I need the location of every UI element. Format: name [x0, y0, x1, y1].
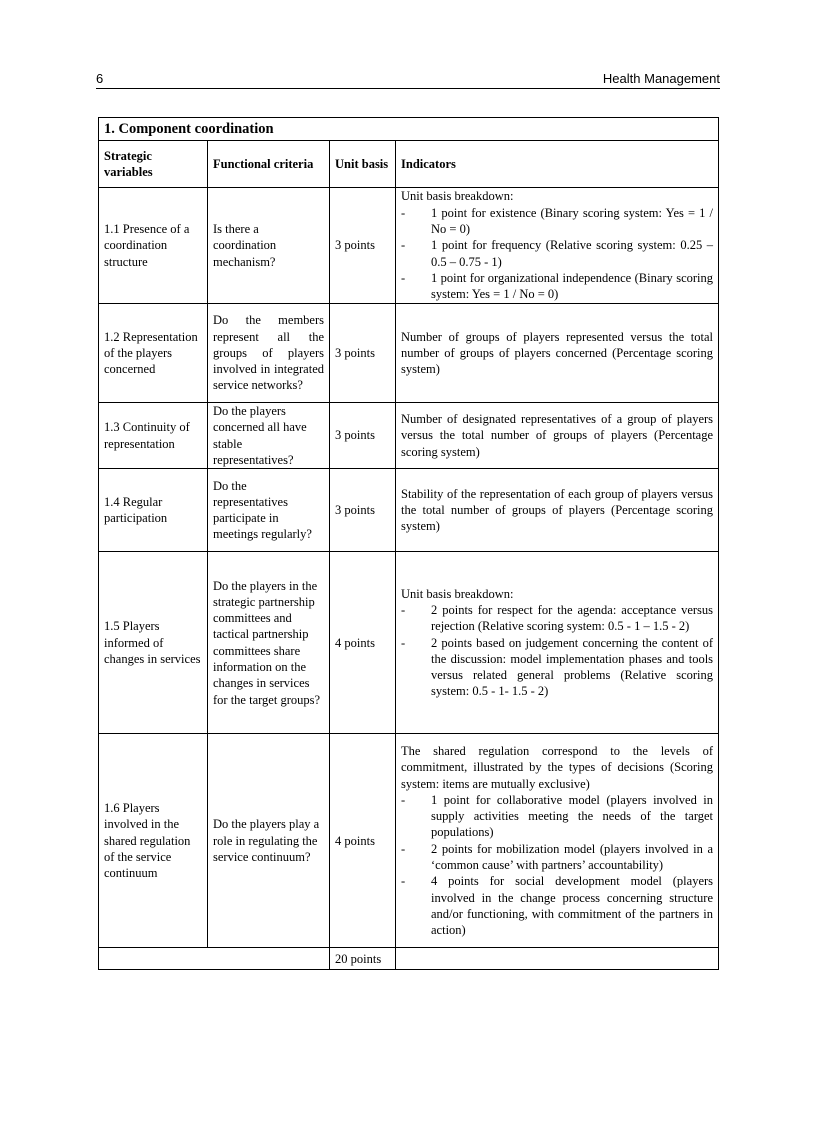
- page-number: 6: [96, 71, 104, 86]
- indicator-bullet: - 2 points for mobilization model (players involved in a ‘common cause’ with partners’ accountability): [401, 841, 714, 872]
- unit-cell: 3 points: [330, 469, 396, 552]
- criteria-cell: Do the players in the strategic partnership committees and tactical partnership committees share information on the changes in services for the target groups?: [208, 552, 330, 734]
- component-coordination-table: [98, 117, 719, 970]
- total-value: 20 points: [330, 948, 396, 970]
- table-row: [99, 304, 719, 403]
- variable-cell: 1.3 Continuity of representation: [99, 403, 208, 469]
- indicator-bullet: - 2 points for respect for the agenda: acceptance versus rejection (Relative scoring system: 0.5 - 1 – 1.5 - 2): [401, 602, 714, 634]
- table-row: [99, 403, 719, 469]
- variable-cell: 1.4 Regular participation: [99, 469, 208, 552]
- column-header: Indicators: [396, 141, 719, 188]
- indicator-bullet: - 1 point for organizational independence (Binary scoring system: Yes = 1 / No = 0): [401, 270, 714, 302]
- indicator-intro: The shared regulation correspond to the levels of commitment, illustrated by the types of decisions (Scoring system: items are mutually exclusive): [401, 743, 714, 791]
- running-title: Health Management: [602, 71, 720, 86]
- column-header: Unit basis: [330, 141, 396, 188]
- indicator-cell: Number of designated representatives of a group of players versus the total number of groups of players (Percentage scoring system): [396, 403, 719, 469]
- total-empty-cell: [396, 948, 719, 970]
- indicator-intro: Unit basis breakdown:: [401, 189, 514, 204]
- variable-cell: 1.1 Presence of a coordination structure: [99, 188, 208, 304]
- indicator-bullet: - 4 points for social development model (players involved in the change process concerning structure and/or functioning, with commitment of the partners in action): [401, 874, 714, 938]
- indicator-bullet: - 1 point for collaborative model (players involved in supply activities meeting the needs of the target populations): [401, 792, 714, 840]
- column-header: Functional criteria: [208, 141, 330, 188]
- table-row: [99, 469, 719, 552]
- column-header: Strategic variables: [99, 141, 208, 188]
- total-label-cell: [99, 948, 330, 970]
- unit-cell: 3 points: [330, 304, 396, 403]
- table-header-row: [99, 141, 719, 188]
- criteria-cell: Is there a coordination mechanism?: [208, 188, 330, 304]
- variable-cell: 1.6 Players involved in the shared regulation of the service continuum: [99, 734, 208, 948]
- indicator-intro: Unit basis breakdown:: [401, 586, 514, 601]
- unit-cell: 3 points: [330, 403, 396, 469]
- variable-cell: 1.2 Representation of the players concerned: [99, 304, 208, 403]
- variable-cell: 1.5 Players informed of changes in services: [99, 552, 208, 734]
- criteria-cell: Do the members represent all the groups of players involved in integrated service networks?: [208, 304, 330, 403]
- indicator-bullet: - 1 point for frequency (Relative scoring system: 0.25 – 0.5 – 0.75 - 1): [401, 238, 714, 269]
- criteria-cell: Do the players play a role in regulating the service continuum?: [208, 734, 330, 948]
- table-section-title: 1. Component coordination: [99, 118, 719, 141]
- table-row: [99, 734, 719, 948]
- page-header: [96, 70, 720, 89]
- total-row: [99, 948, 719, 970]
- criteria-cell: Do the representatives participate in meetings regularly?: [208, 469, 330, 552]
- indicator-bullet: - 1 point for existence (Binary scoring system: Yes = 1 / No = 0): [401, 205, 714, 237]
- unit-cell: 4 points: [330, 552, 396, 734]
- indicator-cell: Stability of the representation of each group of players versus the total number of groups of players (Percentage scoring system): [396, 469, 719, 552]
- table-row: [99, 552, 719, 734]
- criteria-cell: Do the players concerned all have stable representatives?: [208, 403, 330, 469]
- indicator-cell: [396, 734, 719, 948]
- unit-cell: 4 points: [330, 734, 396, 948]
- indicator-cell: Number of groups of players represented versus the total number of groups of players concerned (Percentage scoring system): [396, 304, 719, 403]
- table-row: [99, 188, 719, 304]
- indicator-bullet: - 2 points based on judgement concerning the content of the discussion: model implementation phases and tools versus related general problems (Relative scoring system: 0.5 - 1- 1.5 - 2): [401, 635, 714, 699]
- indicator-cell: [396, 188, 719, 304]
- unit-cell: 3 points: [330, 188, 396, 304]
- indicator-cell: [396, 552, 719, 734]
